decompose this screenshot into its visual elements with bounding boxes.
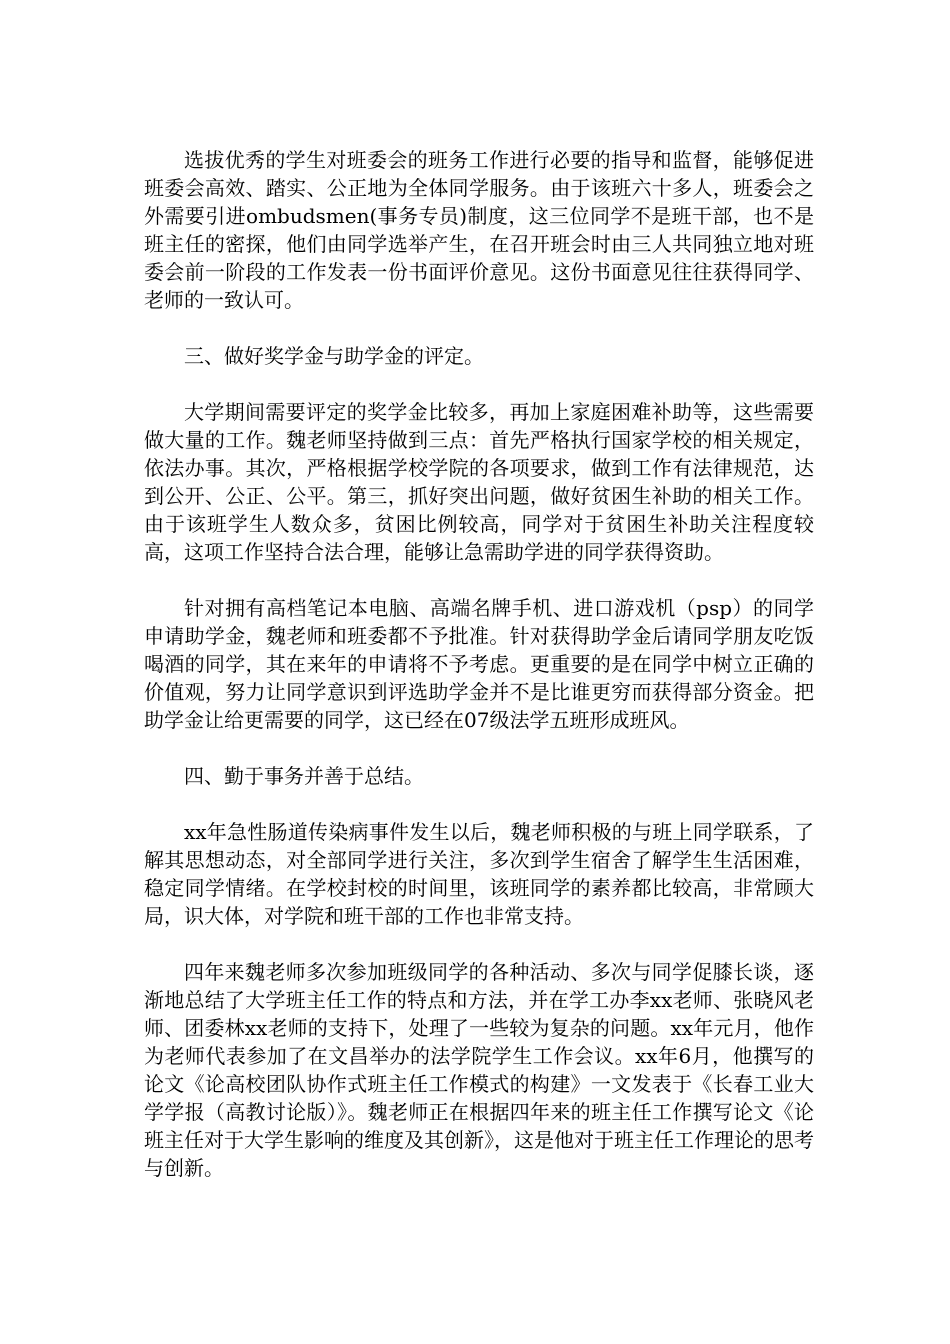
- paragraph-summary: 四年来魏老师多次参加班级同学的各种活动、多次与同学促膝长谈，逐渐地总结了大学班主任工作的特点和方法，并在学工办李xx老师、张晓风老师、团委林xx老师的支持下，处理了一些较为复杂的问题。xx年元月，他作为老师代表参加了在文昌举办的法学院学生工作会议。xx年6月，他撰写的论文《论高校团队协作式班主任工作模式的构建》一文发表于《长春工业大学学报（高教讨论版）》。魏老师正在根据四年来的班主任工作撰写论文《论班主任对于大学生影响的维度及其创新》，这是他对于班主任工作理论的思考与创新。: [144, 960, 814, 1180]
- heading-diligence: 四、勤于事务并善于总结。: [184, 764, 424, 788]
- paragraph-spacer: [144, 370, 814, 398]
- paragraph-epidemic-response: xx年急性肠道传染病事件发生以后，魏老师积极的与班上同学联系，了解其思想动态，对全部同学进行关注，多次到学生宿舍了解学生生活困难，稳定同学情绪。在学校封校的时间里，该班同学的素养都比较高，非常顾大局，识大体，对学院和班干部的工作也非常支持。: [144, 820, 814, 928]
- paragraph-spacer: [144, 930, 814, 958]
- paragraph-spacer: [144, 790, 814, 818]
- paragraph-scholarship-evaluation: 大学期间需要评定的奖学金比较多，再加上家庭困难补助等，这些需要做大量的工作。魏老师坚持做到三点：首先严格执行国家学校的相关规定，依法办事。其次，严格根据学校学院的各项要求，做到工作有法律规范，达到公开、公正、公平。第三，抓好突出问题，做好贫困生补助的相关工作。由于该班学生人数众多，贫困比例较高，同学对于贫困生补助关注程度较高，这项工作坚持合法合理，能够让急需助学进的同学获得资助。: [144, 400, 814, 564]
- paragraph-grant-policy: 针对拥有高档笔记本电脑、高端名牌手机、进口游戏机（psp）的同学申请助学金，魏老师和班委都不予批准。针对获得助学金后请同学朋友吃饭喝酒的同学，其在来年的申请将不予考虑。更重要的是在同学中树立正确的价值观，努力让同学意识到评选助学金并不是比谁更穷而获得部分资金。把助学金让给更需要的同学，这已经在07级法学五班形成班风。: [144, 596, 814, 732]
- paragraph-spacer: [144, 566, 814, 594]
- paragraph-spacer: [144, 734, 814, 762]
- paragraph-spacer: [144, 314, 814, 342]
- paragraph-ombudsmen: 选拔优秀的学生对班委会的班务工作进行必要的指导和监督，能够促进班委会高效、踏实、公正地为全体同学服务。由于该班六十多人，班委会之外需要引进ombudsmen(事务专员)制度，这三位同学不是班干部，也不是班主任的密探，他们由同学选举产生，在召开班会时由三人共同独立地对班委会前一阶段的工作发表一份书面评价意见。这份书面意见往往获得同学、老师的一致认可。: [144, 148, 814, 312]
- heading-scholarship: 三、做好奖学金与助学金的评定。: [184, 344, 484, 368]
- document-body: [144, 146, 814, 1182]
